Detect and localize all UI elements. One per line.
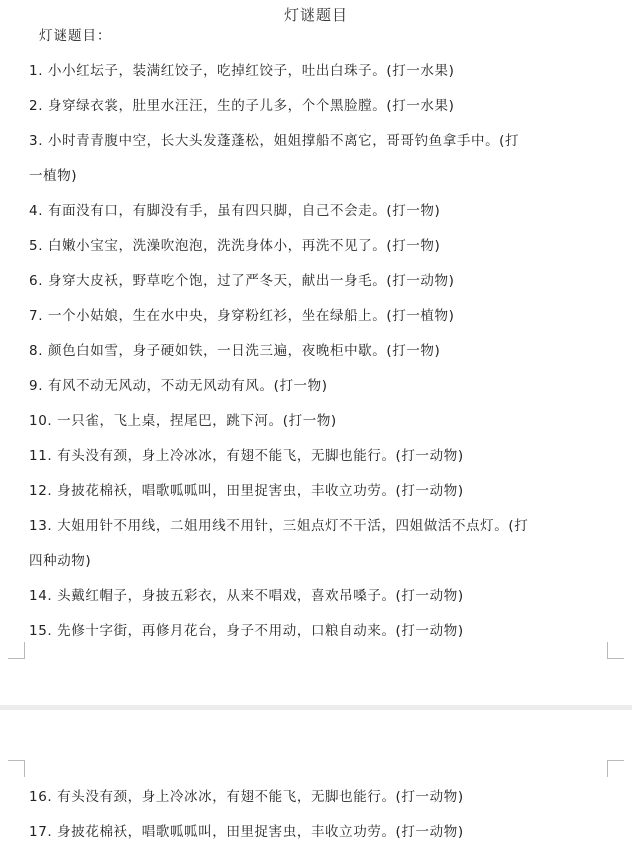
page-corner-mark <box>8 760 25 777</box>
riddle-line: 6. 身穿大皮袄，野草吃个饱，过了严冬天，献出一身毛。(打一动物) <box>29 273 455 289</box>
riddle-line: 15. 先修十字街，再修月花台，身子不用动，口粮自动来。(打一动物) <box>29 623 464 639</box>
riddle-line: 5. 白嫩小宝宝，洗澡吹泡泡，洗洗身体小，再洗不见了。(打一物) <box>29 238 441 254</box>
riddle-line: 1. 小小红坛子，装满红饺子，吃掉红饺子，吐出白珠子。(打一水果) <box>29 63 455 79</box>
riddle-line: 4. 有面没有口，有脚没有手，虽有四只脚，自己不会走。(打一物) <box>29 203 441 219</box>
riddle-line: 2. 身穿绿衣裳，肚里水汪汪，生的子儿多，个个黑脸膛。(打一水果) <box>29 98 455 114</box>
riddle-line-continuation: 四种动物) <box>29 553 92 569</box>
page-corner-mark <box>607 642 624 659</box>
document-title: 灯谜题目 <box>283 6 348 24</box>
page-separator <box>0 705 632 710</box>
riddle-line: 11. 有头没有颈，身上冷冰冰，有翅不能飞，无脚也能行。(打一动物) <box>29 448 464 464</box>
riddle-line: 14. 头戴红帽子，身披五彩衣，从来不唱戏，喜欢吊嗓子。(打一动物) <box>29 588 464 604</box>
riddle-line: 17. 身披花棉袄，唱歌呱呱叫，田里捉害虫，丰收立功劳。(打一动物) <box>29 824 464 840</box>
page-corner-mark <box>607 760 624 777</box>
page-corner-mark <box>8 642 25 659</box>
riddle-line: 12. 身披花棉袄，唱歌呱呱叫，田里捉害虫，丰收立功劳。(打一动物) <box>29 483 464 499</box>
page-gap <box>0 681 632 763</box>
riddle-line: 3. 小时青青腹中空，长大头发蓬蓬松，姐姐撑船不离它，哥哥钓鱼拿手中。(打 <box>29 133 520 149</box>
riddle-line: 10. 一只雀，飞上桌，捏尾巴，跳下河。(打一物) <box>29 413 337 429</box>
riddle-line: 13. 大姐用针不用线，二姐用线不用针，三姐点灯不干活，四姐做活不点灯。(打 <box>29 518 529 534</box>
riddle-line: 16. 有头没有颈，身上冷冰冰，有翅不能飞，无脚也能行。(打一动物) <box>29 789 464 805</box>
riddle-line-continuation: 一植物) <box>29 168 78 184</box>
riddle-line: 9. 有风不动无风动，不动无风动有风。(打一物) <box>29 378 328 394</box>
section-heading: 灯谜题目： <box>39 28 112 44</box>
riddle-line: 7. 一个小姑娘，生在水中央，身穿粉红衫，坐在绿船上。(打一植物) <box>29 308 455 324</box>
riddle-line: 8. 颜色白如雪，身子硬如铁，一日洗三遍，夜晚柜中歇。(打一物) <box>29 343 441 359</box>
